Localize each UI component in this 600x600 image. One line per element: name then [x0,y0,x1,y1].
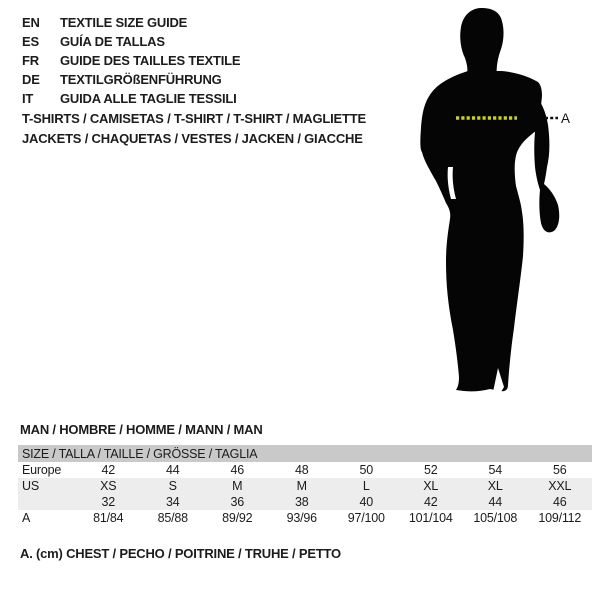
size-cell: 81/84 [93,511,124,525]
size-cell: 40 [359,495,373,509]
language-label: GUÍA DE TALLAS [60,34,165,49]
size-cell: 42 [423,495,438,509]
size-cell: 34 [165,495,180,509]
table-row-numeric [18,494,592,510]
size-cell: 32 [101,495,115,509]
size-table [18,445,592,526]
language-code: IT [22,91,34,106]
silhouette-body [420,71,542,391]
size-cell: 44 [165,463,180,477]
size-cell: XS [100,479,117,493]
silhouette-head [460,8,503,78]
size-cell: 54 [488,463,502,477]
language-code: EN [22,15,40,30]
size-cell: S [168,479,177,493]
size-cell: 109/112 [538,511,582,525]
size-cell: 50 [359,463,373,477]
size-cell: 97/100 [347,511,385,525]
measure-label-a: A [561,111,571,126]
section-title-man: MAN / HOMBRE / HOMME / MANN / MAN [20,422,263,437]
size-table-header: SIZE / TALLA / TAILLE / GRÖSSE / TAGLIA [18,445,592,462]
language-list [22,13,240,108]
language-label: GUIDE DES TAILLES TEXTILE [60,53,241,68]
language-row-de [22,70,240,89]
size-cell: 42 [101,463,115,477]
size-cell: M [296,479,307,493]
size-cell: 52 [423,463,438,477]
row-label: US [22,479,39,493]
category-list [22,109,366,149]
size-cell: 36 [230,495,244,509]
language-label: TEXTILGRÖßENFÜHRUNG [60,72,222,87]
measurement-footnote: A. (cm) CHEST / PECHO / POITRINE / TRUHE / PETTO [20,546,341,561]
table-row-europe [18,462,592,478]
size-cell: 105/108 [473,511,518,525]
size-cell: XL [423,479,439,493]
size-cell: 38 [294,495,309,509]
language-row-en [22,13,240,32]
language-row-fr [22,51,240,70]
row-label: Europe [22,463,62,477]
row-label [18,494,76,510]
size-cell: 93/96 [286,511,317,525]
category-tshirts: T-SHIRTS / CAMISETAS / T-SHIRT / T-SHIRT / MAGLIETTE [22,111,366,126]
man-silhouette-figure [395,0,600,400]
size-cell: 89/92 [222,511,253,525]
size-cell: 85/88 [157,511,188,525]
language-label: GUIDA ALLE TAGLIE TESSILI [60,91,237,106]
category-jackets: JACKETS / CHAQUETAS / VESTES / JACKEN / GIACCHE [22,131,363,146]
language-code: FR [22,53,39,68]
language-code: DE [22,72,40,87]
table-row-us [18,478,592,494]
row-label: A [22,511,31,525]
size-cell: 46 [230,463,244,477]
size-cell: XL [487,479,503,493]
size-cell: XXL [548,479,572,493]
language-row-it [22,89,240,108]
size-cell: L [362,479,370,493]
table-row-chest-a [18,510,592,526]
size-cell: 56 [552,463,567,477]
size-cell: 101/104 [408,511,453,525]
language-code: ES [22,34,39,49]
size-table-header-row [18,445,592,462]
size-cell: M [232,479,243,493]
size-cell: 46 [552,495,567,509]
size-cell: 48 [294,463,309,477]
language-label: TEXTILE SIZE GUIDE [60,15,188,30]
language-row-es [22,32,240,51]
size-cell: 44 [488,495,502,509]
